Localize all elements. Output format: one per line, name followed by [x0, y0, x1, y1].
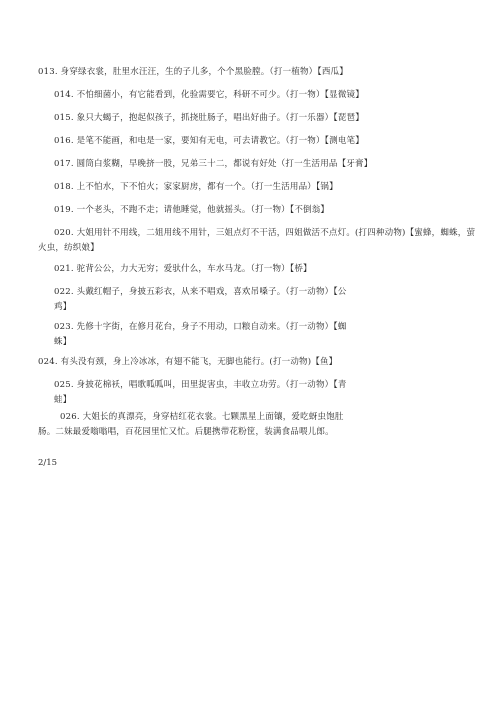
riddle-text-line-2: 鸡】 — [54, 302, 72, 313]
riddle-023 — [54, 322, 347, 348]
riddle-025 — [54, 380, 347, 406]
riddle-text-line-1: 020. 大姐用针不用线，二姐用线不用针，三姐点灯不干活，四姐做活不点灯。(打四种动物)【蜜蜂，蜘蛛，萤 — [54, 228, 476, 238]
riddle-017 — [54, 159, 372, 170]
riddle-020 — [38, 228, 476, 254]
riddle-021 — [54, 264, 312, 275]
riddle-text-line-1: 022. 头戴红帽子，身披五彩衣，从来不唱戏，喜欢吊嗓子。（打一动物）【公 — [54, 287, 347, 297]
riddle-text-line-2: 肠。二妹最爱嗡嗡唱，百花园里忙又忙。后腿携带花粉筐，装满食品喂儿郎。 — [38, 427, 334, 438]
riddle-text: 017. 圆筒白浆糊，早晚挤一股，兄弟三十二，都说有好处（打一生活用品【牙膏】 — [54, 159, 373, 169]
riddle-018 — [54, 182, 338, 193]
riddle-text-line-2: 火虫，纺织娘】 — [38, 243, 99, 254]
riddle-text-line-1: 026. 大姐长的真漂亮，身穿桔红花衣裳。七颗黑星上面镶，爱吃蚜虫饱肚 — [60, 412, 344, 422]
riddle-text-line-2: 蛛】 — [54, 337, 72, 348]
riddle-text: 021. 驼背公公，力大无穷；爱驮什么，车水马龙。（打一物）【桥】 — [54, 264, 312, 274]
riddle-text-line-1: 025. 身披花棉袄，唱歌呱呱叫，田里捉害虫，丰收立功劳。（打一动物）【青 — [54, 380, 347, 390]
riddle-text: 024. 有头没有颈，身上冷冰冰，有翅不能飞，无脚也能行。(打一动物)【鱼】 — [38, 357, 338, 367]
page-number: 2/15 — [38, 458, 58, 468]
riddle-019 — [54, 205, 329, 216]
riddle-013 — [38, 67, 348, 78]
riddle-text: 018. 上不怕水，下不怕火；家家厨房，都有一个。（打一生活用品）【锅】 — [54, 182, 338, 192]
riddle-text: 016. 是笔不能画，和电是一家，要知有无电，可去请教它。（打一物）【测电笔】 — [54, 136, 364, 146]
riddle-026 — [38, 412, 344, 438]
riddle-014 — [54, 90, 364, 101]
riddle-text: 015. 象只大蝎子，抱起似孩子，抓挠肚肠子，唱出好曲子。（打一乐器）【琵琶】 — [54, 113, 364, 123]
riddle-text: 019. 一个老头，不跑不走；请他睡觉，他就摇头。（打一物）【不倒翁】 — [54, 205, 330, 215]
riddle-015 — [54, 113, 364, 124]
riddle-024 — [38, 357, 337, 368]
riddle-text: 014. 不怕细菌小，有它能看到，化验需要它，科研不可少。（打一物）【显微镜】 — [54, 90, 364, 100]
riddle-016 — [54, 136, 364, 147]
riddle-text-line-2: 蛙】 — [54, 395, 72, 406]
riddle-text: 013. 身穿绿衣裳，肚里水汪汪，生的子儿多，个个黑脸膛。（打一植物）【西瓜】 — [38, 67, 348, 77]
riddle-022 — [54, 287, 347, 313]
riddle-text-line-1: 023. 先修十字街，在修月花台，身子不用动，口粮自动来。（打一动物）【蜘 — [54, 322, 347, 332]
